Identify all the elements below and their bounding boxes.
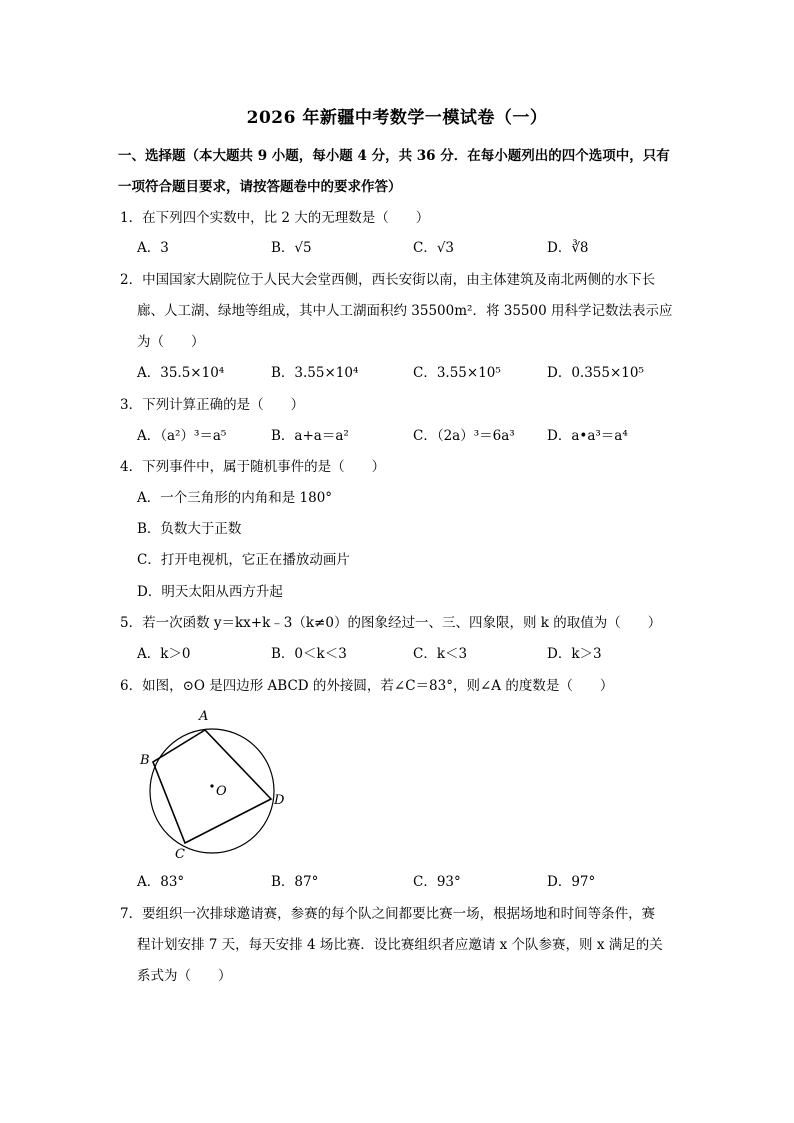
question-6-stem: 6．如图，⊙O 是四边形 ABCD 的外接圆，若∠C＝83°，则∠A 的度数是（ ）	[120, 678, 614, 694]
label-d: D	[274, 793, 285, 808]
question-2-option-c: C．3.55×10⁵	[413, 365, 501, 381]
label-b: B	[140, 753, 150, 768]
question-7-stem-line-1: 7．要组织一次排球邀请赛，参赛的每个队之间都要比赛一场，根据场地和时间等条件，赛	[120, 906, 656, 922]
question-6-option-b: B．87°	[271, 874, 319, 890]
question-4-option-a: A．一个三角形的内角和是 180°	[137, 490, 333, 506]
question-4-option-b: B．负数大于正数	[137, 521, 242, 537]
figure-svg	[136, 700, 296, 865]
question-5-option-c: C．k＜3	[413, 646, 468, 662]
question-7-stem-line-3: 系式为（ ）	[137, 968, 232, 984]
question-2-option-b: B．3.55×10⁴	[271, 365, 359, 381]
question-4-option-c: C．打开电视机，它正在播放动画片	[137, 552, 350, 568]
question-1-option-a: A．3	[137, 240, 169, 256]
question-1-option-d: D．∛8	[547, 240, 589, 256]
question-5-option-a: A．k＞0	[137, 646, 191, 662]
question-3-option-c: C．（2a）³＝6a³	[413, 428, 515, 444]
section-instructions-line-1: 一、选择题（本大题共 9 小题，每小题 4 分，共 36 分．在每小题列出的四个选项中，只有	[118, 148, 670, 164]
question-1-option-b: B．√5	[271, 240, 312, 256]
question-5-option-b: B．0＜k＜3	[271, 646, 347, 662]
question-2-option-a: A．35.5×10⁴	[137, 365, 225, 381]
question-2-stem-line-2: 廊、人工湖、绿地等组成，其中人工湖面积约 35500m²．将 35500 用科学记数法表示应	[137, 303, 673, 319]
question-6-option-d: D．97°	[547, 874, 596, 890]
question-6-option-c: C．93°	[413, 874, 461, 890]
circle-o	[150, 729, 274, 853]
question-3-option-d: D．a•a³＝a⁴	[547, 428, 628, 444]
question-2-stem-line-1: 2．中国国家大剧院位于人民大会堂西侧，西长安街以南，由主体建筑及南北两侧的水下长	[120, 272, 656, 288]
question-3-option-a: A．（a²）³＝a⁵	[137, 428, 227, 444]
question-2-stem-line-3: 为（ ）	[137, 334, 205, 350]
question-2-option-d: D．0.355×10⁵	[547, 365, 644, 381]
page-title: 2026 年新疆中考数学一模试卷（一）	[246, 108, 548, 128]
center-point-o	[210, 784, 213, 787]
label-o: O	[216, 784, 227, 799]
question-3-stem: 3．下列计算正确的是（ ）	[120, 397, 305, 413]
question-5-stem: 5．若一次函数 y＝kx+k﹣3（k≠0）的图象经过一、三、四象限，则 k 的取值为（ ）	[120, 615, 662, 631]
circumscribed-quadrilateral-figure	[136, 700, 296, 865]
question-4-option-d: D．明天太阳从西方升起	[137, 584, 283, 600]
label-a: A	[199, 709, 209, 724]
question-7-stem-line-2: 程计划安排 7 天，每天安排 4 场比赛．设比赛组织者应邀请 x 个队参赛，则 x 满足的关	[137, 937, 663, 953]
label-c: C	[175, 847, 185, 862]
question-5-option-d: D．k＞3	[547, 646, 602, 662]
question-6-option-a: A．83°	[137, 874, 185, 890]
question-3-option-b: B．a+a＝a²	[271, 428, 349, 444]
question-1-stem: 1．在下列四个实数中，比 2 大的无理数是（ ）	[120, 210, 430, 226]
question-4-stem: 4．下列事件中，属于随机事件的是（ ）	[120, 459, 386, 475]
question-1-option-c: C．√3	[413, 240, 455, 256]
section-instructions-line-2: 一项符合题目要求，请按答题卷中的要求作答）	[118, 179, 402, 195]
